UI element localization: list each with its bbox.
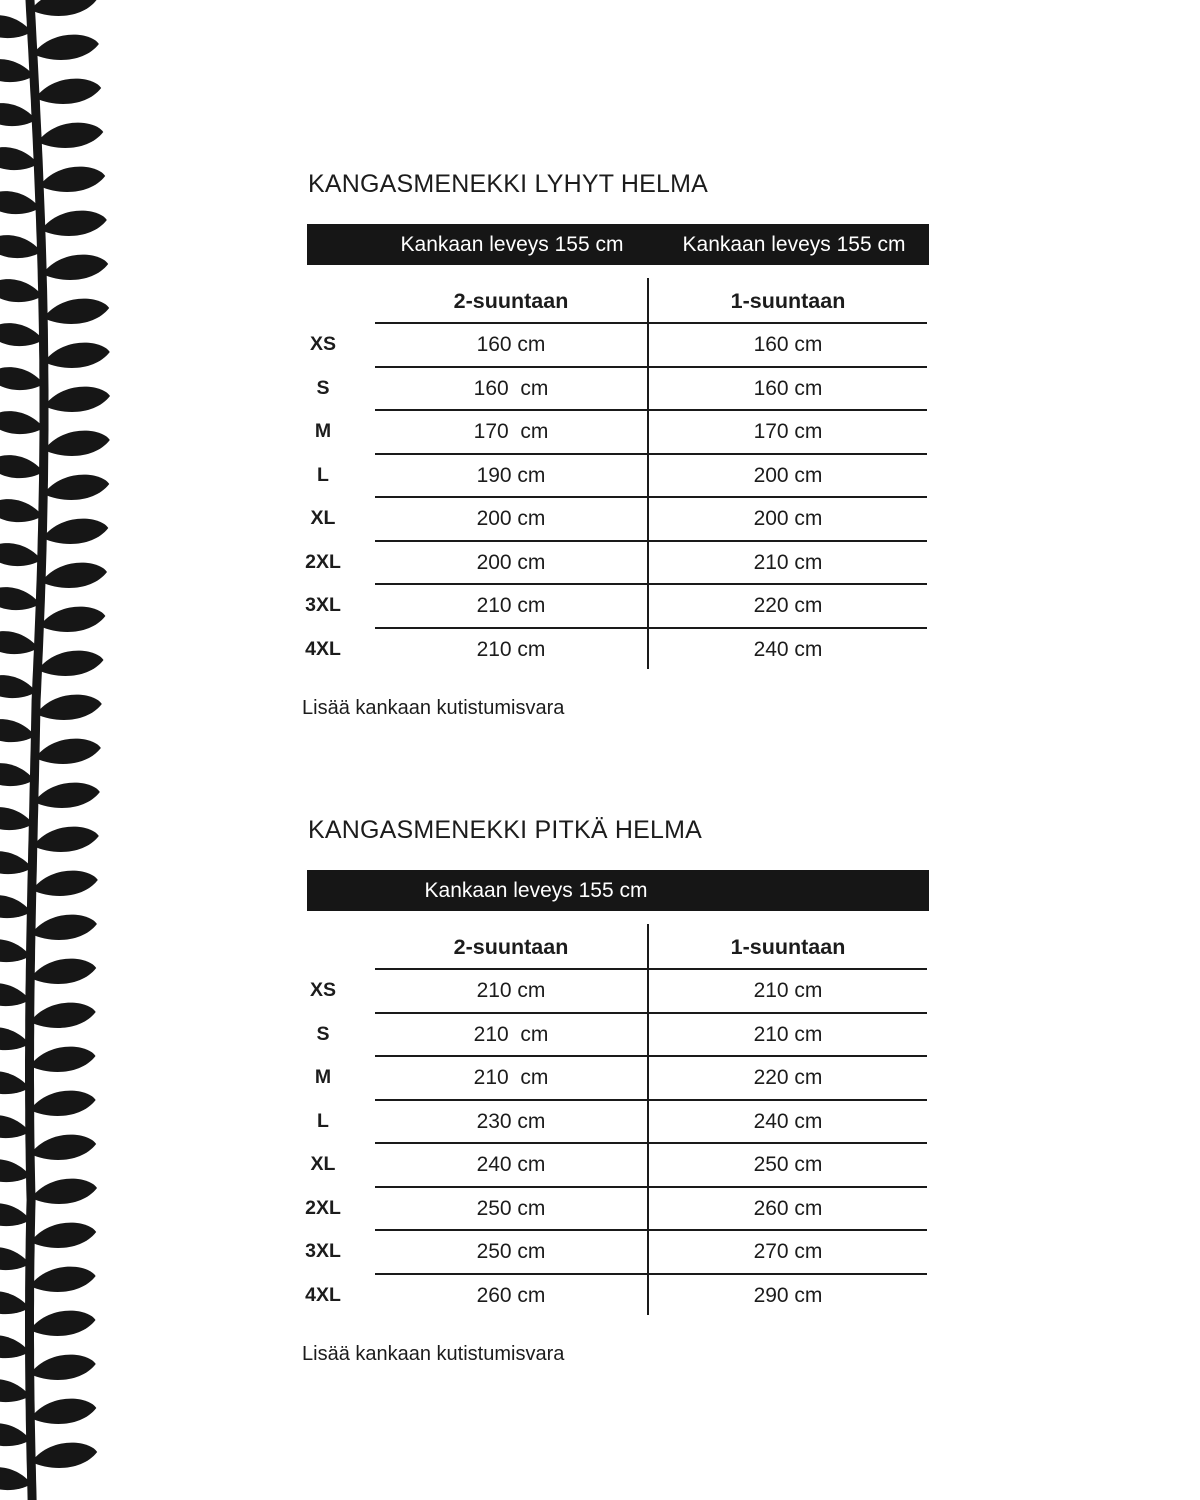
cell-1way: 290 cm bbox=[753, 1283, 823, 1307]
cell-1way: 200 cm bbox=[753, 507, 823, 530]
size-label: M bbox=[314, 1066, 332, 1088]
column-header-1way: 1-suuntaan bbox=[730, 935, 846, 959]
leaf-left bbox=[0, 675, 36, 698]
cell-1way: 240 cm bbox=[753, 637, 823, 661]
leaf-right bbox=[30, 959, 96, 984]
leaf-right bbox=[31, 915, 97, 940]
leaf-right bbox=[37, 651, 103, 676]
leaf-left bbox=[0, 543, 42, 566]
leaf-left bbox=[0, 763, 34, 786]
leaf-right bbox=[36, 695, 102, 720]
leaf-right bbox=[33, 35, 99, 60]
leaf-left bbox=[0, 719, 35, 742]
cell-1way: 160 cm bbox=[753, 376, 823, 400]
leaf-left bbox=[0, 279, 43, 302]
fabric-width-label: Kankaan leveys 155 cm bbox=[424, 879, 648, 902]
leaf-right bbox=[44, 343, 110, 368]
fabric-width-label-2way: Kankaan leveys 155 cm bbox=[400, 233, 624, 256]
size-label: 2XL bbox=[305, 550, 341, 573]
leaf-right bbox=[30, 1355, 96, 1380]
column-divider bbox=[647, 278, 649, 669]
size-label: 4XL bbox=[305, 637, 341, 660]
cell-2way: 260 cm bbox=[476, 1283, 546, 1307]
cell-2way: 160 cm bbox=[476, 333, 546, 356]
cell-1way: 220 cm bbox=[753, 594, 823, 617]
fabric-width-bar bbox=[307, 870, 929, 911]
leaf-right bbox=[35, 739, 101, 764]
leaf-right bbox=[30, 1223, 96, 1248]
cell-1way: 200 cm bbox=[753, 463, 823, 487]
column-header-2way: 2-suuntaan bbox=[453, 289, 569, 313]
size-label: L bbox=[317, 463, 329, 486]
leaf-right bbox=[30, 1399, 96, 1424]
size-label: XS bbox=[309, 979, 336, 1001]
cell-2way: 200 cm bbox=[476, 550, 546, 574]
cell-1way: 210 cm bbox=[753, 550, 823, 574]
leaf-right bbox=[30, 1267, 96, 1292]
cell-2way: 210 cm bbox=[476, 979, 546, 1002]
cell-1way: 250 cm bbox=[753, 1153, 823, 1176]
cell-2way: 250 cm bbox=[476, 1240, 546, 1263]
column-header-1way: 1-suuntaan bbox=[730, 289, 846, 313]
leaf-left bbox=[0, 939, 31, 962]
leaf-left bbox=[0, 499, 43, 522]
leaf-right bbox=[31, 0, 97, 16]
shrinkage-note: Lisää kankaan kutistumisvara bbox=[302, 1343, 565, 1365]
size-label: XL bbox=[310, 507, 336, 529]
section-title: KANGASMENEKKI PITKÄ HELMA bbox=[308, 816, 702, 844]
leaf-right bbox=[33, 827, 99, 852]
leaf-right bbox=[31, 1179, 97, 1204]
leaf-right bbox=[42, 255, 108, 280]
leaf-left bbox=[0, 455, 44, 478]
size-label: 3XL bbox=[305, 1240, 341, 1262]
leaf-right bbox=[44, 431, 110, 456]
cell-2way: 170 cm bbox=[473, 420, 549, 443]
cell-2way: 210 cm bbox=[473, 1066, 549, 1089]
leaf-right bbox=[30, 1311, 96, 1336]
leaf-left bbox=[0, 895, 31, 918]
leaf-left bbox=[0, 191, 40, 214]
leaf-left bbox=[0, 103, 36, 126]
leaf-right bbox=[32, 871, 98, 896]
leaf-left bbox=[0, 587, 40, 610]
cell-1way: 270 cm bbox=[753, 1240, 823, 1263]
fabric-width-label-1way: Kankaan leveys 155 cm bbox=[682, 233, 906, 256]
cell-2way: 160 cm bbox=[473, 376, 549, 400]
leaf-right bbox=[30, 1047, 96, 1072]
size-label: S bbox=[316, 1022, 330, 1045]
fabric-table-long-hem bbox=[300, 816, 940, 1376]
cell-1way: 170 cm bbox=[753, 420, 823, 443]
cell-2way: 210 cm bbox=[473, 1022, 549, 1046]
leaf-right bbox=[35, 79, 101, 104]
leaf-right bbox=[30, 1091, 96, 1116]
fabric-width-bar bbox=[307, 224, 929, 265]
column-header-2way: 2-suuntaan bbox=[453, 935, 569, 959]
leaf-left bbox=[0, 1203, 31, 1226]
cell-2way: 240 cm bbox=[476, 1153, 546, 1176]
cell-1way: 160 cm bbox=[753, 333, 823, 356]
fabric-table-short-hem bbox=[300, 170, 940, 730]
size-label: XS bbox=[309, 333, 336, 355]
size-label: M bbox=[314, 420, 332, 442]
size-label: 3XL bbox=[305, 594, 341, 616]
leaf-right bbox=[39, 167, 105, 192]
column-divider bbox=[647, 924, 649, 1315]
leaf-right bbox=[31, 1443, 97, 1468]
leaf-right bbox=[30, 1135, 96, 1160]
shrinkage-note: Lisää kankaan kutistumisvara bbox=[302, 697, 565, 719]
size-label: XL bbox=[310, 1153, 336, 1175]
leaf-right bbox=[43, 475, 109, 500]
leaf-right bbox=[42, 519, 108, 544]
leaf-right bbox=[41, 211, 107, 236]
leaf-right bbox=[30, 1003, 96, 1028]
leaf-right bbox=[44, 387, 110, 412]
leaf-vine-decoration bbox=[0, 0, 140, 1500]
cell-1way: 210 cm bbox=[753, 1022, 823, 1046]
leaf-right bbox=[43, 299, 109, 324]
leaf-left bbox=[0, 631, 38, 654]
size-label: L bbox=[317, 1109, 329, 1132]
cell-1way: 210 cm bbox=[753, 979, 823, 1002]
cell-2way: 250 cm bbox=[476, 1196, 546, 1220]
leaf-right bbox=[34, 783, 100, 808]
leaf-right bbox=[37, 123, 103, 148]
cell-2way: 200 cm bbox=[476, 507, 546, 530]
cell-2way: 230 cm bbox=[476, 1109, 546, 1133]
leaf-right bbox=[41, 563, 107, 588]
cell-1way: 240 cm bbox=[753, 1109, 823, 1133]
size-label: 2XL bbox=[305, 1196, 341, 1219]
leaf-left bbox=[0, 807, 33, 830]
leaf-left bbox=[0, 235, 42, 258]
cell-1way: 220 cm bbox=[753, 1066, 823, 1089]
cell-2way: 190 cm bbox=[476, 463, 546, 487]
leaf-left bbox=[0, 367, 44, 390]
size-label: S bbox=[316, 376, 330, 399]
cell-2way: 210 cm bbox=[476, 637, 546, 661]
cell-2way: 210 cm bbox=[476, 594, 546, 617]
leaf-right bbox=[39, 607, 105, 632]
size-label: 4XL bbox=[305, 1283, 341, 1306]
leaf-left bbox=[0, 147, 38, 170]
section-title: KANGASMENEKKI LYHYT HELMA bbox=[308, 170, 709, 198]
cell-1way: 260 cm bbox=[753, 1196, 823, 1220]
leaf-left bbox=[0, 323, 44, 346]
leaf-left bbox=[0, 411, 44, 434]
leaf-left bbox=[0, 851, 32, 874]
